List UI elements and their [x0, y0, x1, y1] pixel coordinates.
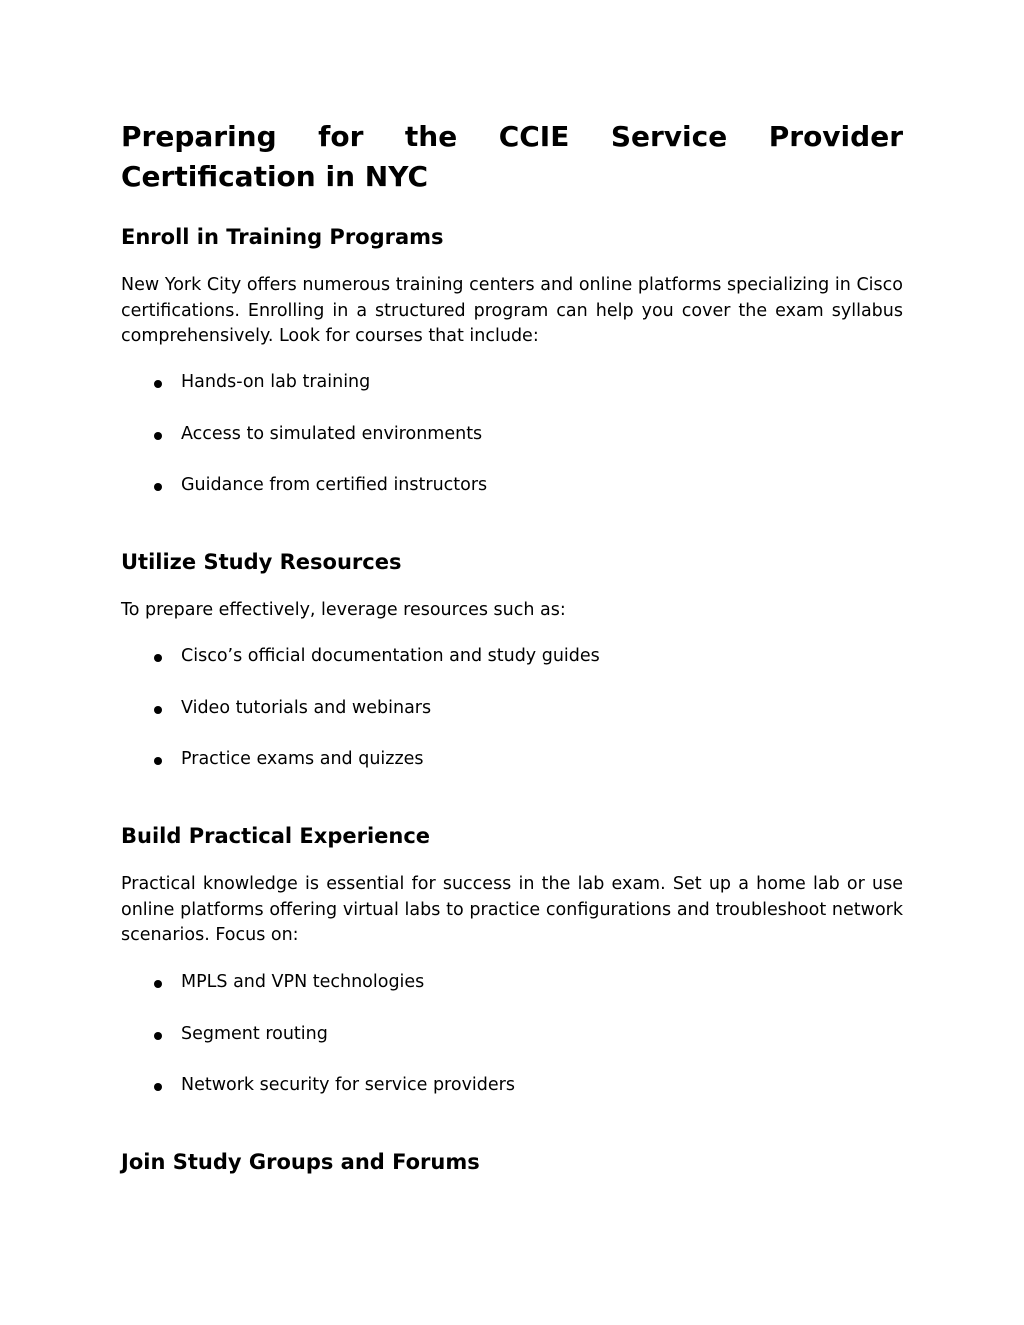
section-paragraph-study-resources: To prepare effectively, leverage resources such as: — [121, 600, 566, 620]
bullet-icon — [154, 654, 162, 662]
list-item-text: Network security for service providers — [181, 1075, 515, 1095]
section-heading-practical-experience: Build Practical Experience — [121, 824, 431, 848]
bullet-icon — [154, 706, 162, 714]
list-item-text: Cisco’s official documentation and study guides — [181, 646, 600, 666]
bullet-icon — [154, 980, 162, 988]
list-item-text: Access to simulated environments — [181, 423, 483, 444]
bullet-icon — [154, 483, 162, 491]
bullet-icon — [154, 1032, 162, 1040]
section-paragraph-practical-experience: Practical knowledge is essential for success in the lab exam. Set up a home lab or use online platforms offering virtual labs to practice configurations and troubleshoot network scenarios. Focus on: — [121, 874, 903, 945]
bullet-icon — [154, 1083, 162, 1091]
list-item-text: Video tutorials and webinars — [181, 697, 432, 718]
list-item-text: Segment routing — [181, 1023, 328, 1044]
section-heading-study-resources: Utilize Study Resources — [121, 550, 402, 574]
list-item-text: Hands-on lab training — [181, 372, 371, 392]
section-paragraph-enroll: New York City offers numerous training centers and online platforms specializing in Cisco certifications. Enrolling in a structured program can help you cover the exam syllabus comprehensively. Look for courses that include: — [121, 275, 903, 346]
list-item-text: MPLS and VPN technologies — [181, 972, 425, 992]
section-heading-study-groups: Join Study Groups and Forums — [121, 1150, 480, 1174]
bullet-icon — [154, 757, 162, 765]
bullet-icon — [154, 432, 162, 440]
page-title: Preparing for the CCIE Service Provider Certification in NYC — [121, 120, 903, 193]
list-item-text: Practice exams and quizzes — [181, 749, 424, 769]
list-item-text: Guidance from certified instructors — [181, 475, 488, 495]
section-heading-enroll: Enroll in Training Programs — [121, 225, 444, 249]
bullet-icon — [154, 380, 162, 388]
